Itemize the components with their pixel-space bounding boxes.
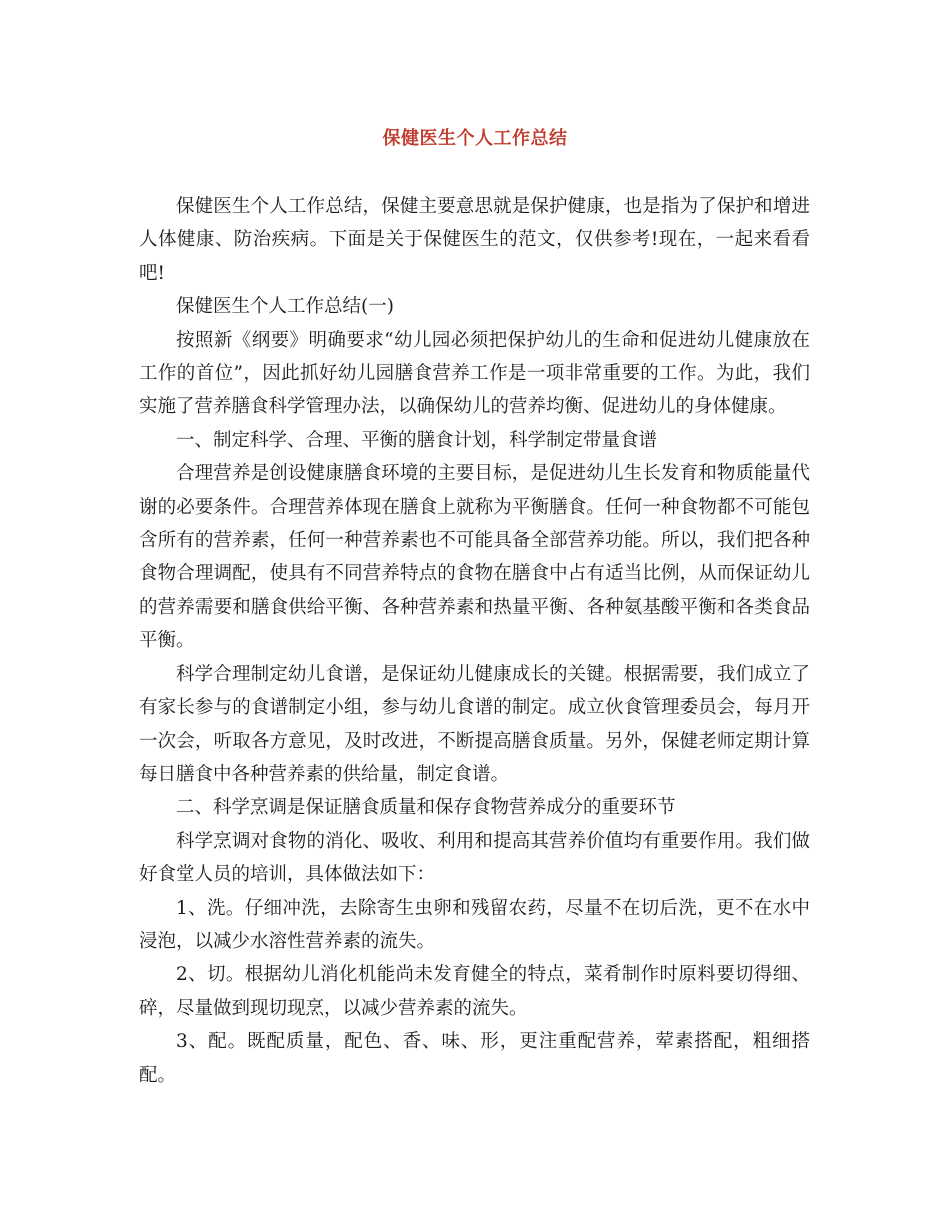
document-title: 保健医生个人工作总结 [382, 128, 568, 149]
paragraph: 按照新《纲要》明确要求“幼儿园必须把保护幼儿的生命和促进幼儿健康放在工作的首位”，因此抓好幼儿园膳食营养工作是一项非常重要的工作。为此，我们实施了营养膳食科学管理办法，以确保幼儿的营养均衡、促进幼儿的身体健康。 [139, 329, 810, 418]
paragraph: 科学烹调对食物的消化、吸收、利用和提高其营养价值均有重要作用。我们做好食堂人员的培训，具体做法如下： [139, 830, 810, 886]
paragraph: 3、配。既配质量，配色、香、味、形，更注重配营养，荤素搭配，粗细搭配。 [139, 1031, 810, 1086]
paragraph: 1、洗。仔细冲洗，去除寄生虫卵和残留农药，尽量不在切后洗，更不在水中浸泡，以减少水溶性营养素的流失。 [139, 897, 810, 952]
paragraph: 一、制定科学、合理、平衡的膳食计划，科学制定带量食谱 [176, 429, 658, 451]
paragraph: 保健医生个人工作总结(一) [176, 296, 394, 318]
paragraph: 保健医生个人工作总结，保健主要意思就是保护健康，也是指为了保护和增进人体健康、防治疾病。下面是关于保健医生的范文，仅供参考!现在，一起来看看吧! [139, 196, 811, 284]
paragraph: 合理营养是创设健康膳食环境的主要目标，是促进幼儿生长发育和物质能量代谢的必要条件。合理营养体现在膳食上就称为平衡膳食。任何一种食物都不可能包含所有的营养素，任何一种营养素也不可能具备全部营养功能。所以，我们把各种食物合理调配，使具有不同营养特点的食物在膳食中占有适当比例，从而保证幼儿的营养需要和膳食供给平衡、各种营养素和热量平衡、各种氨基酸平衡和各类食品平衡。 [139, 463, 810, 652]
paragraph: 科学合理制定幼儿食谱，是保证幼儿健康成长的关键。根据需要，我们成立了有家长参与的食谱制定小组，参与幼儿食谱的制定。成立伙食管理委员会，每月开一次会，听取各方意见，及时改进，不断提高膳食质量。另外，保健老师定期计算每日膳食中各种营养素的供给量，制定食谱。 [139, 663, 810, 785]
paragraph: 2、切。根据幼儿消化机能尚未发育健全的特点，菜肴制作时原料要切得细、碎，尽量做到现切现烹，以减少营养素的流失。 [139, 964, 810, 1019]
paragraph: 二、科学烹调是保证膳食质量和保存食物营养成分的重要环节 [176, 797, 676, 819]
document-body [139, 190, 810, 1092]
